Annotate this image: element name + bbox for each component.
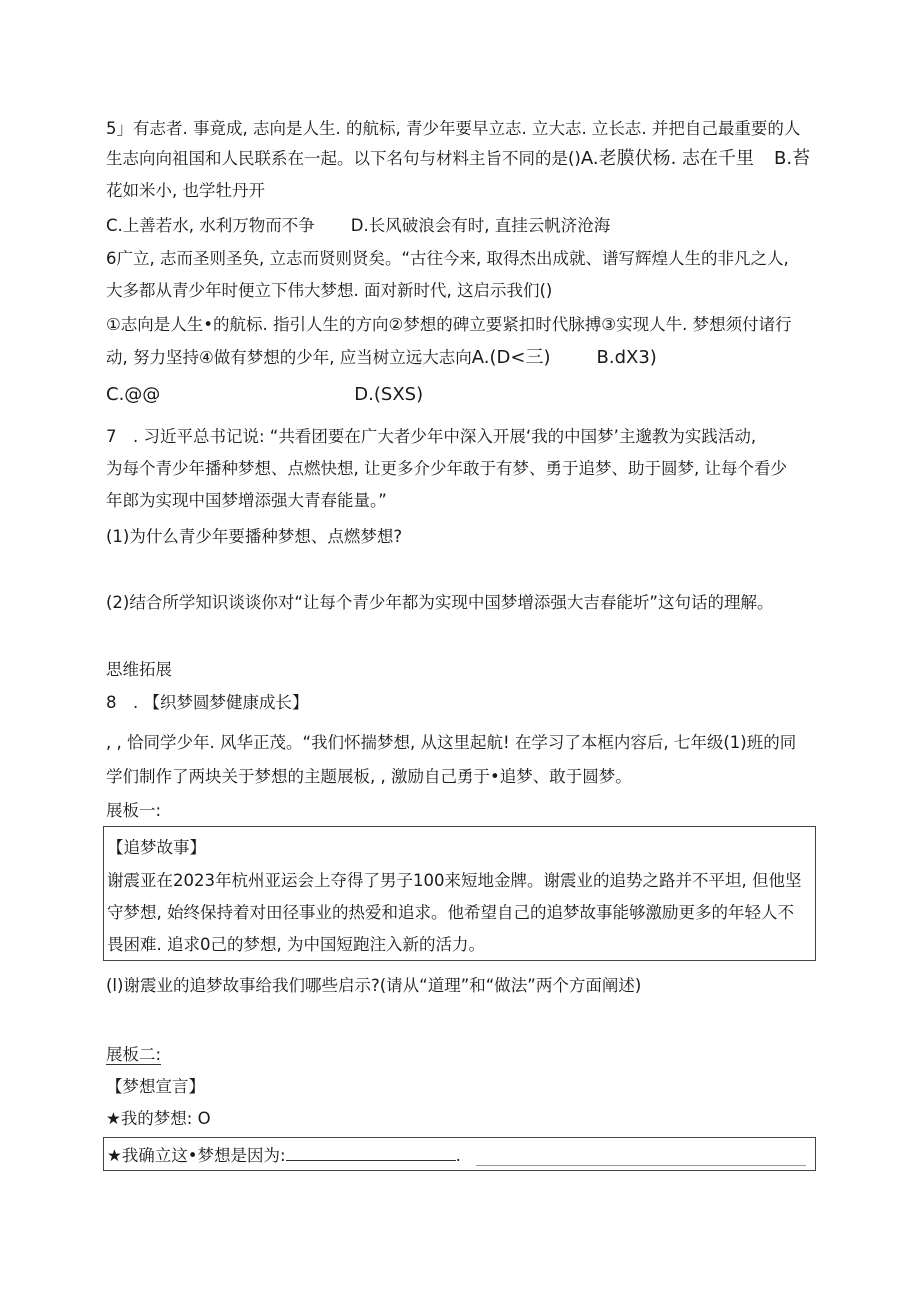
board1-line-3: 畏困难. 追求0己的梦想, 为中国短跑注入新的活力。	[107, 935, 485, 954]
board1-label: 展板一:	[106, 801, 162, 820]
q5-options-cd	[106, 215, 610, 237]
q6-line-4	[106, 347, 657, 369]
q7-line-1: 7 . 习近平总书记说: “共看团要在广大者少年中深入开展‘我的中国梦’主邈教为实践活动,	[106, 427, 757, 446]
q5-option-b: B.苔	[774, 148, 811, 169]
q5-line-2	[106, 148, 810, 170]
board1-line-2: 守梦想, 始终保持着对田径事业的热爱和追求。他希望自己的追梦故事能够激励更多的年轻人不	[107, 903, 794, 922]
q5-line-1: 5」有志者. 事竟成, 志向是人生. 的航标, 青少年要早立志. 立大志. 立长志. 并把自己最重要的人	[106, 119, 801, 138]
q6-stem-tail: 动, 努力坚持④做有梦想的少年, 应当树立远大志向	[106, 348, 472, 367]
q7-line-3: 年郎为实现中国梦增添强大青春能量。”	[106, 491, 387, 510]
dream-line: ★我的梦想: O	[106, 1109, 211, 1128]
q5-stem: 生志向向祖国和人民联系在一起。以下名句与材料主旨不同的是()	[106, 149, 581, 168]
q5-option-d: D.长风破浪会有时, 直挂云帆济沧海	[350, 216, 611, 235]
q6-line-1: 6广立, 志而圣则圣奂, 立志而贤则贤矣。“古往今来, 取得杰出成就、谱写辉煌人生的非凡之人,	[106, 249, 789, 268]
q6-option-b: B.dX3)	[596, 347, 657, 368]
board2-label-text: 展板二:	[106, 1045, 162, 1064]
reason-blank[interactable]	[286, 1144, 456, 1161]
q6-option-c: C.@@	[106, 384, 161, 405]
q6-option-a: A.(D<三)	[471, 347, 551, 368]
reason-label: ★我确立这•梦想是因为:	[107, 1146, 286, 1165]
board2-label	[106, 1044, 161, 1066]
q7-line-2: 为每个青少年播种梦想、点燃快想, 让更多介少年敢于有梦、勇于追梦、助于圆梦, 让每个看少	[106, 459, 787, 478]
board1-question: (l)谢震业的追梦故事给我们哪些启示?(请从“道理”和“做法”两个方面阐述)	[106, 976, 642, 995]
section-heading: 思维拓展	[106, 660, 172, 679]
board1-title: 【追梦故事】	[107, 838, 206, 857]
board1-box	[103, 826, 816, 961]
q6-line-2: 大多都从青少年时便立下伟大梦想. 面对新时代, 这启示我们()	[106, 281, 553, 300]
q8-line-1: , , 恰同学少年. 风华正茂。“我们怀揣梦想, 从这里起航! 在学习了本框内容后, 七年级(1)班的同	[106, 733, 797, 752]
q8-line-2: 学们制作了两块关于梦想的主题展板, , 激励自己勇于•追梦、敢于圆梦。	[106, 767, 632, 786]
q5-option-a: A.老膜伏杨. 志在千里	[580, 148, 755, 169]
reason-line	[107, 1144, 461, 1167]
q6-options-cd	[106, 384, 423, 406]
q5-line-3: 花如米小, 也学牡丹开	[106, 181, 265, 200]
q7-subquestion-2: (2)结合所学知识谈谈你对“让每个青少年都为实现中国梦增添强大吉春能圻”这句话的理解。	[106, 593, 774, 612]
q7-subquestion-1: (1)为什么青少年要播种梦想、点燃梦想?	[106, 527, 403, 546]
q6-line-3: ①志向是人生•的航标. 指引人生的方向②梦想的碑立要紧扣时代脉搏③实现人牛. 梦想须付诸行	[106, 315, 792, 334]
q8-title: 8 . 【织梦圆梦健康成长】	[106, 693, 309, 712]
reason-blank-extension[interactable]	[476, 1165, 806, 1166]
board2-box	[103, 1137, 816, 1171]
board1-line-1: 谢震亚在2023年杭州亚运会上夺得了男子100来短地金牌。谢震业的追势之路并不平坦, 但他坚	[107, 871, 802, 890]
reason-tail: .	[455, 1146, 461, 1165]
board2-title: 【梦想宣言】	[106, 1077, 205, 1096]
q6-option-d: D.(SXS)	[354, 384, 424, 405]
q5-option-c: C.上善若水, 水利万物而不争	[106, 216, 315, 235]
